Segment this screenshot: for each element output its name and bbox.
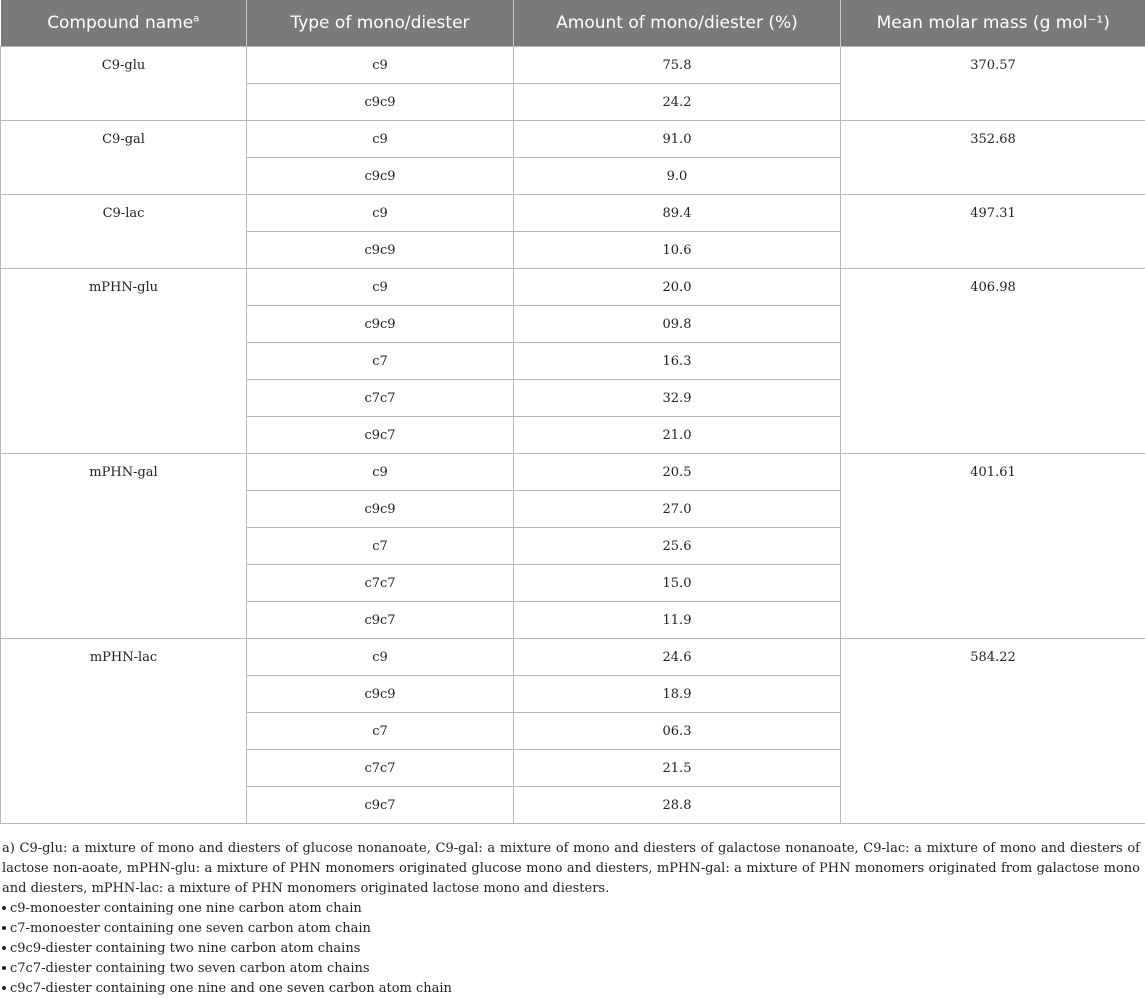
type-cell: c9c7 (247, 787, 514, 824)
type-cell: c7c7 (247, 750, 514, 787)
table-row (1, 454, 1145, 491)
header-amount: Amount of mono/diester (%) (514, 0, 841, 47)
amount-cell: 75.8 (514, 47, 841, 84)
footnote-bullet (2, 959, 1140, 979)
footnote-bullet (2, 939, 1140, 959)
amount-cell: 24.2 (514, 84, 841, 121)
type-cell: c9c9 (247, 158, 514, 195)
type-cell: c9 (247, 454, 514, 491)
amount-cell: 20.5 (514, 454, 841, 491)
header-type: Type of mono/diester (247, 0, 514, 47)
amount-cell: 91.0 (514, 121, 841, 158)
amount-cell: 10.6 (514, 232, 841, 269)
molar-mass-cell: 370.57 (841, 47, 1145, 121)
amount-cell: 15.0 (514, 565, 841, 602)
amount-cell: 24.6 (514, 639, 841, 676)
footnote-bullet (2, 899, 1140, 919)
type-cell: c9c9 (247, 491, 514, 528)
amount-cell: 09.8 (514, 306, 841, 343)
type-cell: c9 (247, 47, 514, 84)
type-cell: c9 (247, 121, 514, 158)
type-cell: c7 (247, 528, 514, 565)
amount-cell: 28.8 (514, 787, 841, 824)
type-cell: c7 (247, 343, 514, 380)
molar-mass-cell: 497.31 (841, 195, 1145, 269)
bullet-icon (2, 946, 6, 950)
type-cell: c9c9 (247, 676, 514, 713)
compound-name-cell: mPHN-gal (1, 454, 247, 639)
type-cell: c7c7 (247, 565, 514, 602)
amount-cell: 21.5 (514, 750, 841, 787)
header-row (1, 0, 1145, 47)
amount-cell: 27.0 (514, 491, 841, 528)
type-cell: c9 (247, 269, 514, 306)
compound-name-cell: C9-lac (1, 195, 247, 269)
amount-cell: 20.0 (514, 269, 841, 306)
footnotes (2, 839, 1140, 999)
footnote-bullet-text: c7-monoester containing one seven carbon atom chain (10, 921, 371, 936)
molar-mass-cell: 352.68 (841, 121, 1145, 195)
amount-cell: 25.6 (514, 528, 841, 565)
amount-cell: 89.4 (514, 195, 841, 232)
amount-cell: 21.0 (514, 417, 841, 454)
type-cell: c7c7 (247, 380, 514, 417)
table-row (1, 269, 1145, 306)
bullet-icon (2, 966, 6, 970)
molar-mass-cell: 401.61 (841, 454, 1145, 639)
molar-mass-cell: 406.98 (841, 269, 1145, 454)
type-cell: c9c7 (247, 602, 514, 639)
compound-name-cell: C9-glu (1, 47, 247, 121)
type-cell: c9 (247, 639, 514, 676)
footnote-bullet-text: c9-monoester containing one nine carbon atom chain (10, 901, 362, 916)
type-cell: c9c9 (247, 84, 514, 121)
table-row (1, 121, 1145, 158)
table-row (1, 47, 1145, 84)
footnote-bullet-text: c9c7-diester containing one nine and one seven carbon atom chain (10, 981, 452, 996)
type-cell: c9c7 (247, 417, 514, 454)
table-row (1, 639, 1145, 676)
amount-cell: 9.0 (514, 158, 841, 195)
header-compound-name: Compound name$^a$ (1, 0, 247, 47)
bullet-icon (2, 986, 6, 990)
header-mass: Mean molar mass (g mol⁻¹) (841, 0, 1145, 47)
amount-cell: 06.3 (514, 713, 841, 750)
bullet-icon (2, 906, 6, 910)
footnote-bullet (2, 979, 1140, 999)
type-cell: c9c9 (247, 232, 514, 269)
amount-cell: 32.9 (514, 380, 841, 417)
footnote-marker: a (193, 13, 199, 24)
type-cell: c9c9 (247, 306, 514, 343)
footnote-bullet-text: c7c7-diester containing two seven carbon atom chains (10, 961, 370, 976)
compound-name-cell: mPHN-glu (1, 269, 247, 454)
footnote-bullets (2, 899, 1140, 999)
footnote-bullet (2, 919, 1140, 939)
compound-name-cell: mPHN-lac (1, 639, 247, 824)
amount-cell: 11.9 (514, 602, 841, 639)
amount-cell: 18.9 (514, 676, 841, 713)
amount-cell: 16.3 (514, 343, 841, 380)
compound-name-cell: C9-gal (1, 121, 247, 195)
bullet-icon (2, 926, 6, 930)
type-cell: c9 (247, 195, 514, 232)
table-row (1, 195, 1145, 232)
molar-mass-cell: 584.22 (841, 639, 1145, 824)
footnote-bullet-text: c9c9-diester containing two nine carbon atom chains (10, 941, 360, 956)
footnote-main: a) C9-glu: a mixture of mono and diesters of glucose nonanoate, C9-gal: a mixture of mono and diesters of galactose nonanoate, C9-lac: a mixture of mono and diesters of lactose non-aoate, mPHN-glu: a mixture of PHN monomers originated glucose mono and diesters, mPHN-gal: a mixture of PHN monomers originated from galactose mono and diesters, mPHN-lac: a mixture of PHN monomers originated lactose mono and diesters. (2, 839, 1140, 899)
type-cell: c7 (247, 713, 514, 750)
